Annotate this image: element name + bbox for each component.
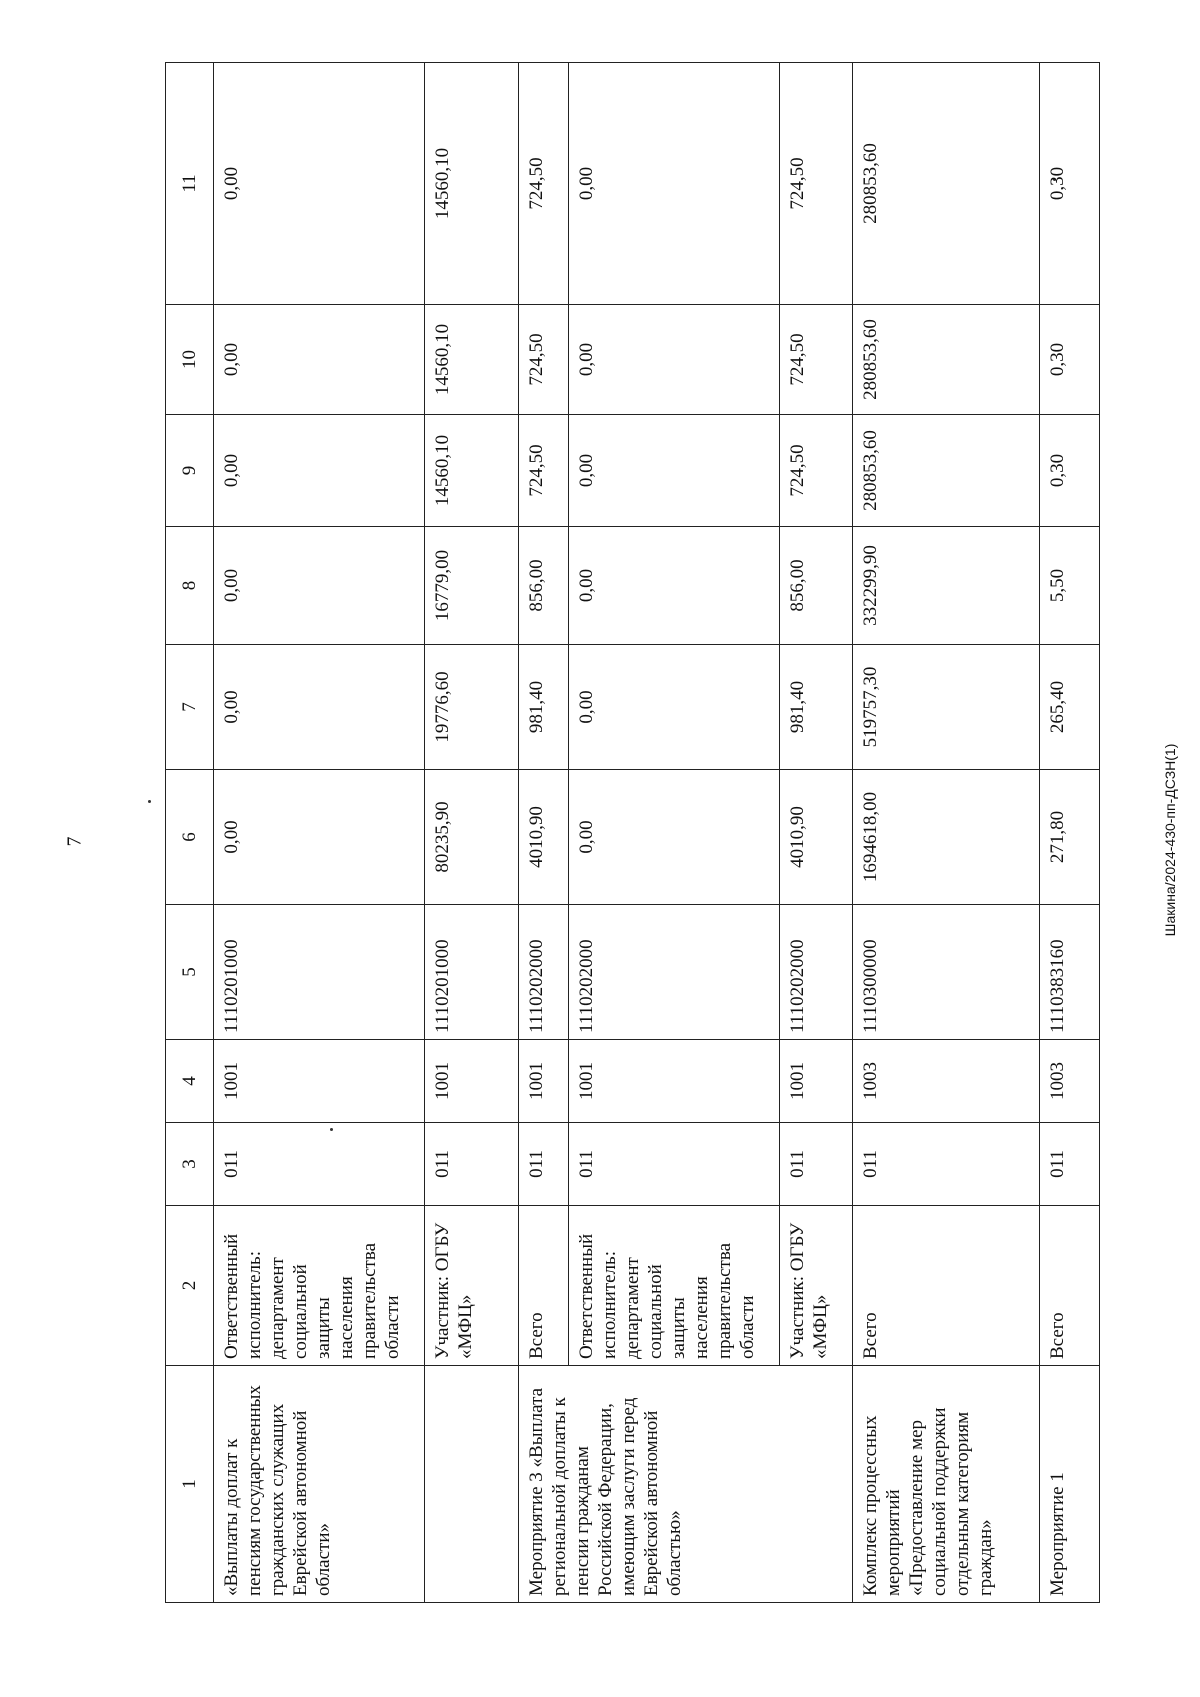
cell-year: 0,00 (568, 305, 779, 415)
executor-cell: Ответственный исполнитель: департамент социальной защиты населения правительства области (214, 1206, 425, 1366)
rotated-table-container (165, 63, 1100, 1603)
table-row (519, 63, 568, 1603)
cell-year: 280853,60 (852, 63, 1039, 305)
cell-ministry: 011 (568, 1123, 779, 1206)
col-header: 8 (166, 527, 214, 645)
cell-year: 0,00 (568, 415, 779, 527)
cell-ministry: 011 (779, 1123, 852, 1206)
cell-section: 1001 (568, 1040, 779, 1123)
col-header: 9 (166, 415, 214, 527)
cell-year: 0,00 (568, 527, 779, 645)
program-name-cell: «Выплаты доплат к пенсиям государственных гражданских служащих Еврейской автономной области» (214, 1366, 425, 1603)
budget-table (165, 62, 1100, 1603)
col-header: 3 (166, 1123, 214, 1206)
cell-target-code: 1110202000 (568, 905, 779, 1040)
cell-section: 1001 (214, 1040, 425, 1123)
cell-year: 0,00 (568, 63, 779, 305)
cell-year: 724,50 (519, 63, 568, 305)
table-row (425, 63, 519, 1603)
cell-total: 0,00 (214, 770, 425, 905)
cell-total: 4010,90 (519, 770, 568, 905)
cell-year: 0,30 (1039, 305, 1099, 415)
cell-year: 5,50 (1039, 527, 1099, 645)
cell-target-code: 1110202000 (779, 905, 852, 1040)
cell-year: 0,00 (568, 645, 779, 770)
cell-year: 724,50 (779, 415, 852, 527)
cell-year: 332299,90 (852, 527, 1039, 645)
document-code: Шакина/2024-430-пп-ДСЗН(1) (1162, 743, 1178, 937)
cell-total: 0,00 (568, 770, 779, 905)
cell-year: 856,00 (519, 527, 568, 645)
program-name-cell: Комплекс процессных мероприятий «Предоставление мер социальной поддержки отдельным категориям граждан» (852, 1366, 1039, 1603)
cell-section: 1001 (425, 1040, 519, 1123)
executor-cell: Всего (519, 1206, 568, 1366)
cell-ministry: 011 (425, 1123, 519, 1206)
executor-cell: Всего (1039, 1206, 1099, 1366)
program-name-cell: Мероприятие 3 «Выплата региональной доплаты к пенсии гражданам Российской Федерации, имеющим заслуги перед Еврейской автономной областью» (519, 1366, 852, 1603)
cell-total: 4010,90 (779, 770, 852, 905)
cell-section: 1003 (852, 1040, 1039, 1123)
program-name-cell: Мероприятие 1 (1039, 1366, 1099, 1603)
cell-section: 1003 (1039, 1040, 1099, 1123)
cell-target-code: 1110202000 (519, 905, 568, 1040)
col-header: 10 (166, 305, 214, 415)
col-header: 2 (166, 1206, 214, 1366)
cell-year: 724,50 (519, 415, 568, 527)
cell-total: 1694618,00 (852, 770, 1039, 905)
table-row (1039, 63, 1099, 1603)
col-header: 7 (166, 645, 214, 770)
program-name-cell (425, 1366, 519, 1603)
cell-year: 16779,00 (425, 527, 519, 645)
cell-year: 0,00 (214, 645, 425, 770)
cell-target-code: 1110300000 (852, 905, 1039, 1040)
page-number: 7 (63, 836, 86, 847)
col-header: 11 (166, 63, 214, 305)
cell-year: 981,40 (779, 645, 852, 770)
cell-ministry: 011 (214, 1123, 425, 1206)
cell-year: 856,00 (779, 527, 852, 645)
cell-year: 0,00 (214, 415, 425, 527)
cell-year: 265,40 (1039, 645, 1099, 770)
cell-target-code: 1110201000 (425, 905, 519, 1040)
cell-year: 724,50 (779, 305, 852, 415)
cell-year: 0,30 (1039, 415, 1099, 527)
executor-cell: Всего (852, 1206, 1039, 1366)
col-header: 5 (166, 905, 214, 1040)
cell-year: 280853,60 (852, 415, 1039, 527)
executor-cell: Ответственный исполнитель: департамент социальной защиты населения правительства области (568, 1206, 779, 1366)
executor-cell: Участник: ОГБУ «МФЦ» (425, 1206, 519, 1366)
cell-ministry: 011 (852, 1123, 1039, 1206)
cell-year: 0,00 (214, 305, 425, 415)
cell-year: 981,40 (519, 645, 568, 770)
cell-year: 0,30 (1039, 63, 1099, 305)
cell-year: 724,50 (519, 305, 568, 415)
cell-total: 80235,90 (425, 770, 519, 905)
cell-section: 1001 (779, 1040, 852, 1123)
header-row (166, 63, 214, 1603)
cell-ministry: 011 (519, 1123, 568, 1206)
cell-year: 280853,60 (852, 305, 1039, 415)
executor-cell: Участник: ОГБУ «МФЦ» (779, 1206, 852, 1366)
scan-speck (148, 800, 151, 803)
cell-year: 519757,30 (852, 645, 1039, 770)
col-header: 6 (166, 770, 214, 905)
cell-year: 14560,10 (425, 63, 519, 305)
cell-year: 0,00 (214, 63, 425, 305)
table-row (214, 63, 425, 1603)
cell-section: 1001 (519, 1040, 568, 1123)
cell-year: 19776,60 (425, 645, 519, 770)
cell-target-code: 1110383160 (1039, 905, 1099, 1040)
cell-ministry: 011 (1039, 1123, 1099, 1206)
table-row (852, 63, 1039, 1603)
cell-total: 271,80 (1039, 770, 1099, 905)
cell-year: 724,50 (779, 63, 852, 305)
cell-year: 14560,10 (425, 305, 519, 415)
cell-year: 0,00 (214, 527, 425, 645)
col-header: 1 (166, 1366, 214, 1603)
cell-target-code: 1110201000 (214, 905, 425, 1040)
col-header: 4 (166, 1040, 214, 1123)
cell-year: 14560,10 (425, 415, 519, 527)
